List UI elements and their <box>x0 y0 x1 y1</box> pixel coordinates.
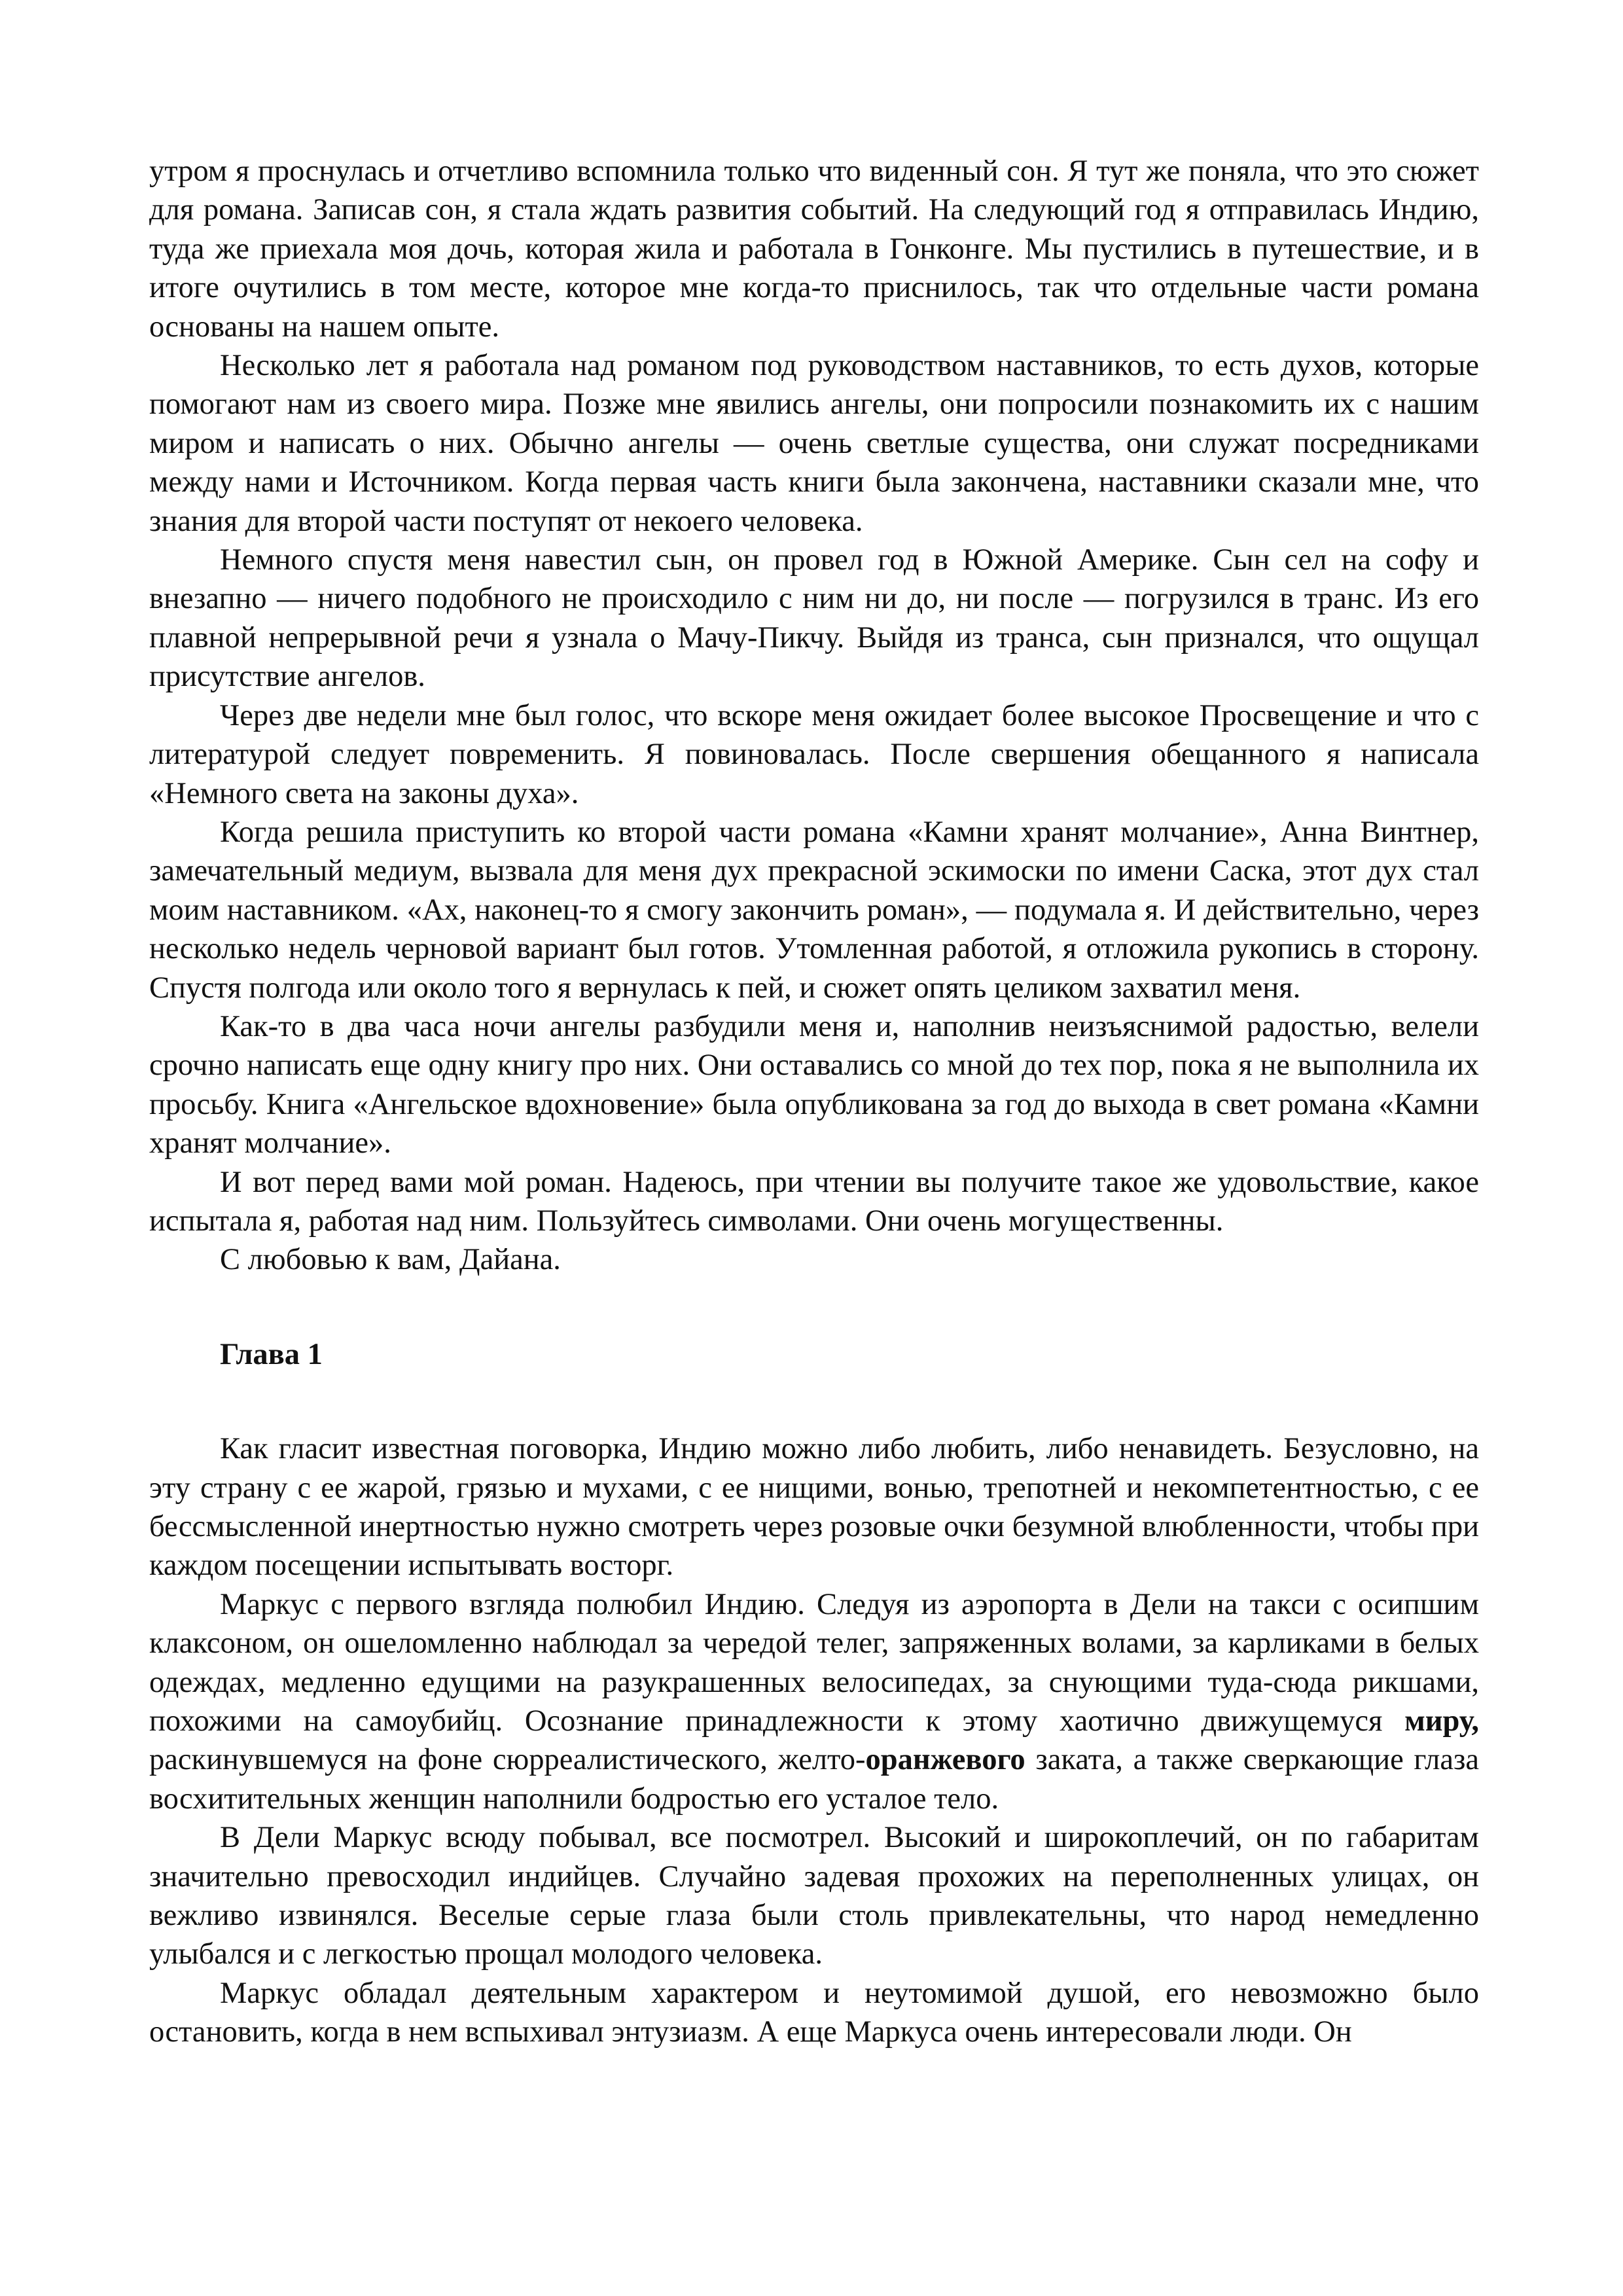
preface-paragraph-2: Несколько лет я работала над романом под руководством наставников, то есть духов, которые помогают нам из своего мира. Позже мне явились ангелы, они попросили познакомить их с нашим миром и написать о них. Обычно ангелы — очень светлые существа, они служат посредниками между нами и Источником. Когда первая часть книги была закончена, наставники сказали мне, что знания для второй части поступят от некоего человека. <box>149 349 1479 538</box>
book-page <box>149 152 1479 2052</box>
chapter-heading: Глава 1 <box>220 1337 323 1371</box>
preface-paragraph-1: утром я проснулась и отчетливо вспомнила только что виденный сон. Я тут же поняла, что это сюжет для романа. Записав сон, я стала ждать развития событий. На следующий год я отправилась Индию, туда же приехала моя дочь, которая жила и работала в Гонконге. Мы пустились в путешествие, и в итоге очутились в том месте, которое мне когда-то приснилось, так что отдельные части романа основаны на нашем опыте. <box>149 154 1479 344</box>
chapter-paragraph-1: Как гласит известная поговорка, Индию можно либо любить, либо ненавидеть. Безусловно, на эту страну с ее жарой, грязью и мухами, с ее нищими, вонью, трепотней и некомпетентностью, с ее бессмысленной инертностью нужно смотреть через розовые очки безумной влюбленности, чтобы при каждом посещении испытывать восторг. <box>149 1432 1479 1583</box>
chapter-paragraph-2 <box>149 1585 1479 1818</box>
preface-paragraph-7: И вот перед вами мой роман. Надеюсь, при чтении вы получите такое же удовольствие, какое испытала я, работая над ним. Пользуйтесь символами. Они очень могущественны. <box>149 1165 1479 1238</box>
chapter-paragraph-2-part-b: раскинувшемуся на фоне сюрреалистического, желто- <box>149 1743 866 1777</box>
preface-paragraph-5: Когда решила приступить ко второй части романа «Камни хранят молчание», Анна Винтнер, замечательный медиум, вызвала для меня дух прекрасной эскимоски по имени Саска, этот дух стал моим наставником. «Ах, наконец-то я смогу закончить роман», — подумала я. И действительно, через несколько недель черновой вариант был готов. Утомленная работой, я отложила рукопись в сторону. Спустя полгода или около того я вернулась к пей, и сюжет опять целиком захватил меня. <box>149 815 1479 1005</box>
preface-paragraph-4: Через две недели мне был голос, что вскоре меня ожидает более высокое Просвещение и что с литературой следует повременить. Я повиновалась. После свершения обещанного я написала «Немного света на законы духа». <box>149 698 1479 810</box>
chapter-paragraph-2-part-a: Маркус с первого взгляда полюбил Индию. Следуя из аэропорта в Дели на такси с осипшим клаксоном, он ошеломленно наблюдал за чередой телег, запряженных волами, за карликами в белых одеждах, медленно едущими на разукрашенных велосипедах, за снующими туда-сюда рикшами, похожими на самоубийц. Осознание принадлежности к этому хаотично движущемуся <box>149 1587 1479 1738</box>
chapter-paragraph-4: Маркус обладал деятельным характером и неутомимой душой, его невозможно было остановить, когда в нем вспыхивал энтузиазм. А еще Маркуса очень интересовали люди. Он <box>149 1976 1479 2049</box>
bold-word-miru: миру, <box>1404 1704 1480 1738</box>
chapter-paragraph-3: В Дели Маркус всюду побывал, все посмотрел. Высокий и широкоплечий, он по габаритам значительно превосходил индийцев. Случайно задевая прохожих на переполненных улицах, он вежливо извинялся. Веселые серые глаза были столь привлекательны, что народ немедленно улыбался и с легкостью прощал молодого человека. <box>149 1821 1479 1971</box>
bold-word-oranzhevogo: оранжевого <box>865 1743 1026 1777</box>
preface-paragraph-6: Как-то в два часа ночи ангелы разбудили меня и, наполнив неизъяснимой радостью, велели срочно написать еще одну книгу про них. Они оставались со мной до тех пор, пока я не выполнила их просьбу. Книга «Ангельское вдохновение» была опубликована за год до выхода в свет романа «Камни хранят молчание». <box>149 1009 1479 1160</box>
author-signoff: С любовью к вам, Дайана. <box>220 1243 561 1277</box>
chapter-paragraph-2-part-c: заката, а также сверкающие глаза восхитительных женщин наполнили бодростью его усталое тело. <box>149 1743 1479 1816</box>
preface-paragraph-3: Немного спустя меня навестил сын, он провел год в Южной Америке. Сын сел на софу и внезапно — ничего подобного не происходило с ним ни до, ни после — погрузился в транс. Из его плавной непрерывной речи я узнала о Мачу-Пикчу. Выйдя из транса, сын признался, что ощущал присутствие ангелов. <box>149 543 1479 694</box>
